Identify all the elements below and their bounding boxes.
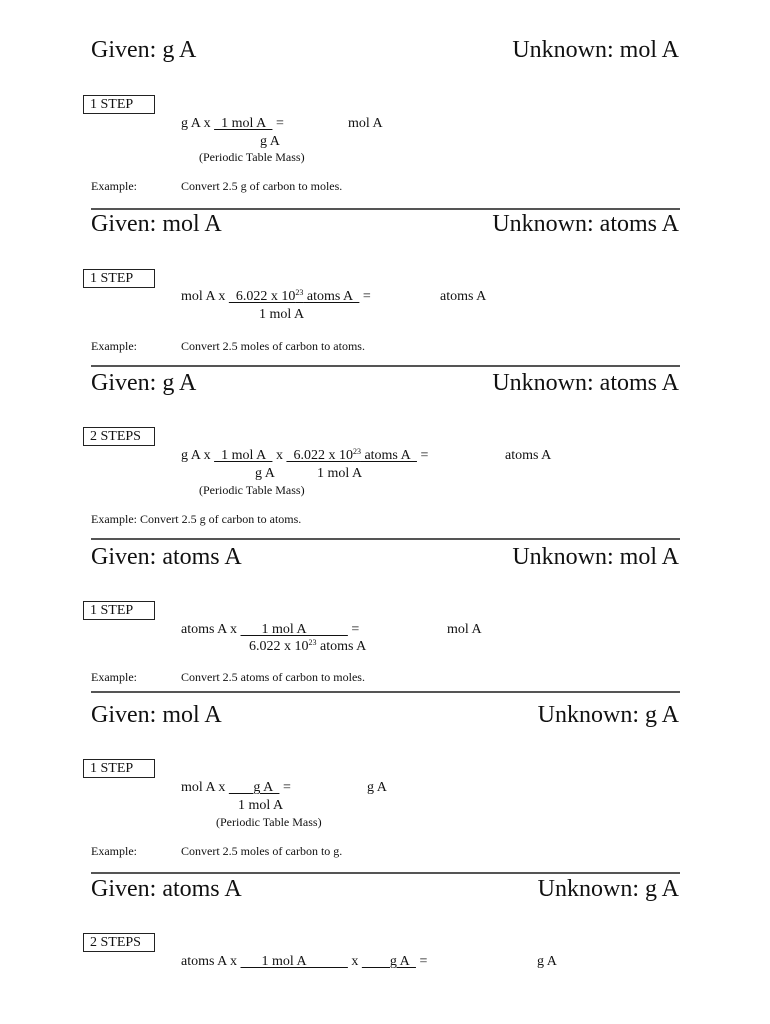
- example-label: Example:: [91, 179, 137, 193]
- example-text: Convert 2.5 moles of carbon to atoms.: [181, 339, 365, 353]
- example-text: Convert 2.5 atoms of carbon to moles.: [181, 670, 365, 684]
- equation: [181, 449, 428, 463]
- unknown-label: Unknown: mol A: [512, 37, 679, 63]
- multiply-sign: x: [272, 448, 287, 463]
- unknown-label: Unknown: g A: [537, 876, 679, 902]
- example-text: Convert 2.5 g of carbon to moles.: [181, 179, 343, 193]
- periodic-table-note: (Periodic Table Mass): [199, 483, 305, 497]
- steps-box: 2 STEPS: [83, 427, 155, 446]
- example-text: Convert 2.5 moles of carbon to g.: [181, 844, 343, 858]
- section-divider: [91, 208, 680, 210]
- numerator-2: g A: [361, 954, 416, 969]
- numerator: 1 mol A: [240, 622, 348, 637]
- numerator-exponent: 23: [295, 288, 304, 297]
- result-unit: mol A: [447, 622, 482, 637]
- equals-sign: =: [279, 780, 291, 795]
- section-divider: [91, 538, 680, 540]
- equation: [181, 623, 359, 637]
- steps-box: 1 STEP: [83, 95, 155, 114]
- denominator-2: 1 mol A: [317, 466, 363, 481]
- equation-lead: g A x: [181, 116, 215, 131]
- equation-lead: mol A x: [181, 780, 229, 795]
- equation: [181, 781, 291, 795]
- unknown-label: Unknown: mol A: [512, 544, 679, 570]
- example-label: Example:: [91, 844, 137, 858]
- numerator-coefficient: 6.022 x 10: [228, 289, 296, 304]
- result-unit: g A: [367, 780, 387, 795]
- result-unit: atoms A: [440, 289, 487, 304]
- given-label: Given: mol A: [91, 211, 222, 237]
- numerator-1: 1 mol A: [214, 448, 273, 463]
- example-label: Example:: [91, 670, 137, 684]
- result-unit: atoms A: [505, 448, 552, 463]
- given-label: Given: atoms A: [91, 544, 242, 570]
- numerator: [229, 289, 360, 304]
- equation: [181, 290, 371, 304]
- denominator-coefficient: 6.022 x 10: [249, 639, 309, 654]
- numerator-2: [286, 448, 417, 463]
- denominator-unit: atoms A: [316, 639, 367, 654]
- numerator-unit: atoms A: [360, 448, 417, 463]
- equation-lead: atoms A x: [181, 954, 241, 969]
- given-label: Given: g A: [91, 370, 197, 396]
- unknown-label: Unknown: atoms A: [492, 211, 679, 237]
- equation-lead: mol A x: [181, 289, 229, 304]
- equation: [181, 117, 284, 131]
- example-text: Example: Convert 2.5 g of carbon to atoms.: [91, 512, 302, 526]
- section-divider: [91, 691, 680, 693]
- equation: [181, 955, 427, 969]
- denominator: 1 mol A: [238, 798, 284, 813]
- denominator-1: g A: [255, 466, 275, 481]
- equation-lead: g A x: [181, 448, 215, 463]
- example-label: Example:: [91, 339, 137, 353]
- result-unit: mol A: [348, 116, 383, 131]
- numerator-1: 1 mol A: [240, 954, 348, 969]
- numerator-coefficient: 6.022 x 10: [286, 448, 353, 463]
- denominator: [249, 640, 366, 654]
- periodic-table-note: (Periodic Table Mass): [199, 150, 305, 164]
- denominator: g A: [260, 134, 280, 149]
- periodic-table-note: (Periodic Table Mass): [216, 815, 322, 829]
- equals-sign: =: [347, 622, 360, 637]
- section-divider: [91, 872, 680, 874]
- numerator: g A: [228, 780, 280, 795]
- steps-box: 1 STEP: [83, 759, 155, 778]
- denominator: 1 mol A: [259, 307, 305, 322]
- multiply-sign: x: [347, 954, 362, 969]
- equals-sign: =: [359, 289, 371, 304]
- equals-sign: =: [272, 116, 284, 131]
- equals-sign: =: [415, 954, 428, 969]
- numerator-unit: atoms A: [303, 289, 360, 304]
- numerator-exponent: 23: [352, 447, 361, 456]
- denominator-exponent: 23: [308, 638, 317, 647]
- equals-sign: =: [416, 448, 429, 463]
- given-label: Given: atoms A: [91, 876, 242, 902]
- section-divider: [91, 365, 680, 367]
- numerator: 1 mol A: [214, 116, 273, 131]
- steps-box: 1 STEP: [83, 601, 155, 620]
- given-label: Given: g A: [91, 37, 197, 63]
- steps-box: 2 STEPS: [83, 933, 155, 952]
- result-unit: g A: [537, 954, 557, 969]
- unknown-label: Unknown: g A: [537, 702, 679, 728]
- equation-lead: atoms A x: [181, 622, 241, 637]
- unknown-label: Unknown: atoms A: [492, 370, 679, 396]
- steps-box: 1 STEP: [83, 269, 155, 288]
- given-label: Given: mol A: [91, 702, 222, 728]
